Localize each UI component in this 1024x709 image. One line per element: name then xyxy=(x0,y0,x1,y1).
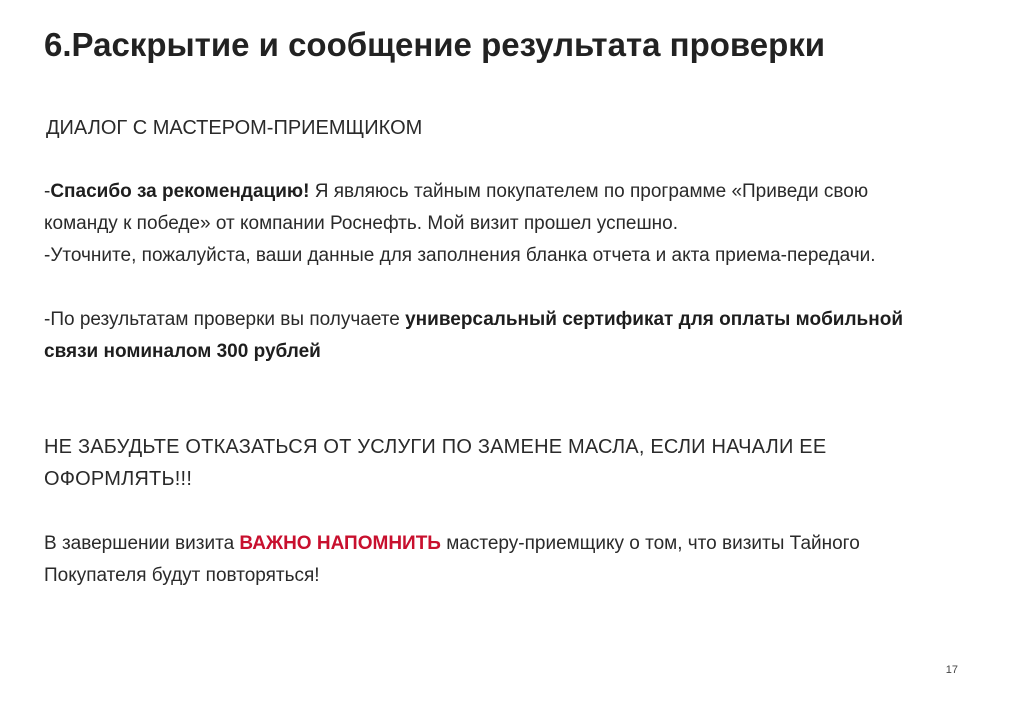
certificate-intro: По результатам проверки вы получаете xyxy=(50,309,406,330)
reminder-after: мастеру-приемщику о том, что визиты Тайного Покупателя будут повторяться! xyxy=(44,533,860,586)
section-heading: ДИАЛОГ С МАСТЕРОМ-ПРИЕМЩИКОМ xyxy=(46,117,423,139)
certificate-bold: универсальный сертификат для оплаты мобильной связи номиналом 300 рублей xyxy=(44,309,903,362)
dialog-line-details xyxy=(44,240,944,272)
details-text: Уточните, пожалуйста, ваши данные для заполнения бланка отчета и акта приема-передачи. xyxy=(50,245,876,266)
dialog-line-certificate xyxy=(44,304,944,368)
reminder-before: В завершении визита xyxy=(44,533,240,554)
dash-marker: - xyxy=(44,181,51,202)
page-number: 17 xyxy=(945,664,958,676)
warning-text: НЕ ЗАБУДЬТЕ ОТКАЗАТЬСЯ ОТ УСЛУГИ ПО ЗАМЕНЕ МАСЛА, ЕСЛИ НАЧАЛИ ЕЕ ОФОРМЛЯТЬ!!! xyxy=(44,436,827,490)
slide-title: 6.Раскрытие и сообщение результата проверки xyxy=(44,26,826,63)
thanks-rest: Я являюсь тайным покупателем по программе «Приведи свою команду к победе» от компании Роснефть. Мой визит прошел успешно. xyxy=(44,181,869,234)
dash-marker: - xyxy=(44,309,51,330)
dash-marker: - xyxy=(44,245,51,266)
thanks-phrase: Спасибо за рекомендацию! xyxy=(50,181,310,202)
reminder-text xyxy=(44,528,944,592)
dialog-line-thanks xyxy=(44,176,944,240)
reminder-accent: ВАЖНО НАПОМНИТЬ xyxy=(239,533,441,554)
